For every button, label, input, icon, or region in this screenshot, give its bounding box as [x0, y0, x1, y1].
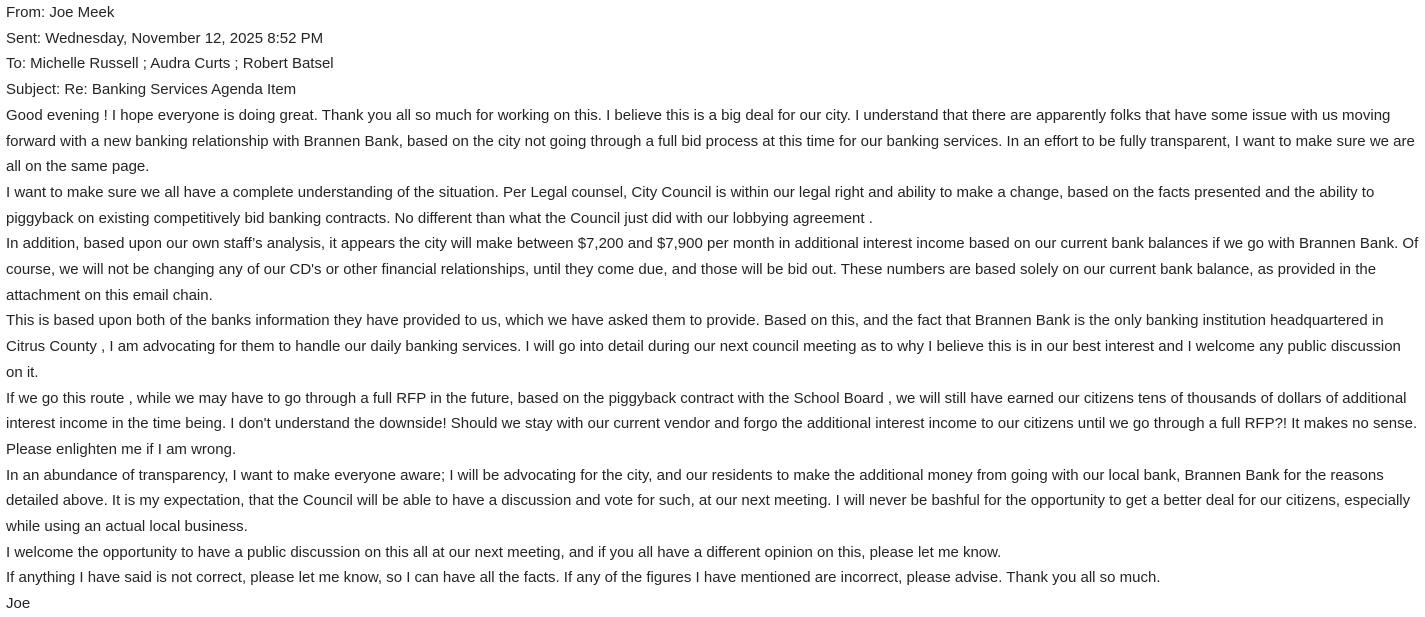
body-paragraph: This is based upon both of the banks information they have provided to us, which we have asked them to provide. Based on this, and the fact that Brannen Bank is the only banking institution headquartered in Citrus County , I am advocating for them to handle our daily banking services. I will go into detail during our next council meeting as to why I believe this is in our best interest and I welcome any public discussion on it. — [6, 312, 1401, 381]
signature: Joe — [6, 595, 31, 613]
body-paragraph: Good evening ! I hope everyone is doing great. Thank you all so much for working on this. I believe this is a big deal for our city. I understand that there are apparently folks that have some issue with us moving forward with a new banking relationship with Brannen Bank, based on the city not going through a full bid process at this time for our banking services. In an effort to be fully transparent, I want to make sure we are all on the same page. — [6, 106, 1415, 176]
body-paragraph: I welcome the opportunity to have a public discussion on this all at our next meeting, and if you all have a different opinion on this, please let me know. — [6, 543, 1002, 561]
body-paragraph: In addition, based upon our own staff’s analysis, it appears the city will make between $7,200 and $7,900 per month in additional interest income based on our current bank balances if we go with Brannen Bank. Of course, we will not be changing any of our CD's or other financial relationships, until they come due, and those will be bid out. These numbers are based solely on our current bank balance, as provided in the attachment on this email chain. — [6, 235, 1419, 304]
body-paragraph: I want to make sure we all have a complete understanding of the situation. Per Legal counsel, City Council is within our legal right and ability to make a change, based on the facts presented and the ability to piggyback on existing competitively bid banking contracts. No different than what the Council just did with our lobbying agreement . — [6, 183, 1375, 227]
body-paragraph: If we go this route , while we may have to go through a full RFP in the future, based on the piggyback contract with the School Board , we will still have earned our citizens tens of thousands of dollars of additional interest income in the time being. I don't understand the downside! Should we stay with our current vendor and forgo the additional interest income to our citizens until we go through a full RFP?! It makes no sense. Please enlighten me if I am wrong. — [6, 389, 1418, 458]
subject-line: Subject: Re: Banking Services Agenda Item — [6, 81, 297, 99]
body-paragraph: In an abundance of transparency, I want to make everyone aware; I will be advocating for the city, and our residents to make the additional money from going with our local bank, Brannen Bank for the reasons detailed above. It is my expectation, that the Council will be able to have a discussion and vote for such, at our next meeting. I will never be bashful for the opportunity to get a better deal for our citizens, especially while using an actual local business. — [6, 466, 1411, 536]
email-header — [6, 0, 1419, 103]
from-line: From: Joe Meek — [6, 4, 115, 21]
sent-line: Sent: Wednesday, November 12, 2025 8:52 PM — [6, 29, 324, 47]
email-body — [6, 103, 1419, 617]
to-line: To: Michelle Russell ; Audra Curts ; Robert Batsel — [6, 55, 334, 73]
body-paragraph: If anything I have said is not correct, please let me know, so I can have all the facts. If any of the figures I have mentioned are incorrect, please advise. Thank you all so much. — [6, 569, 1161, 587]
